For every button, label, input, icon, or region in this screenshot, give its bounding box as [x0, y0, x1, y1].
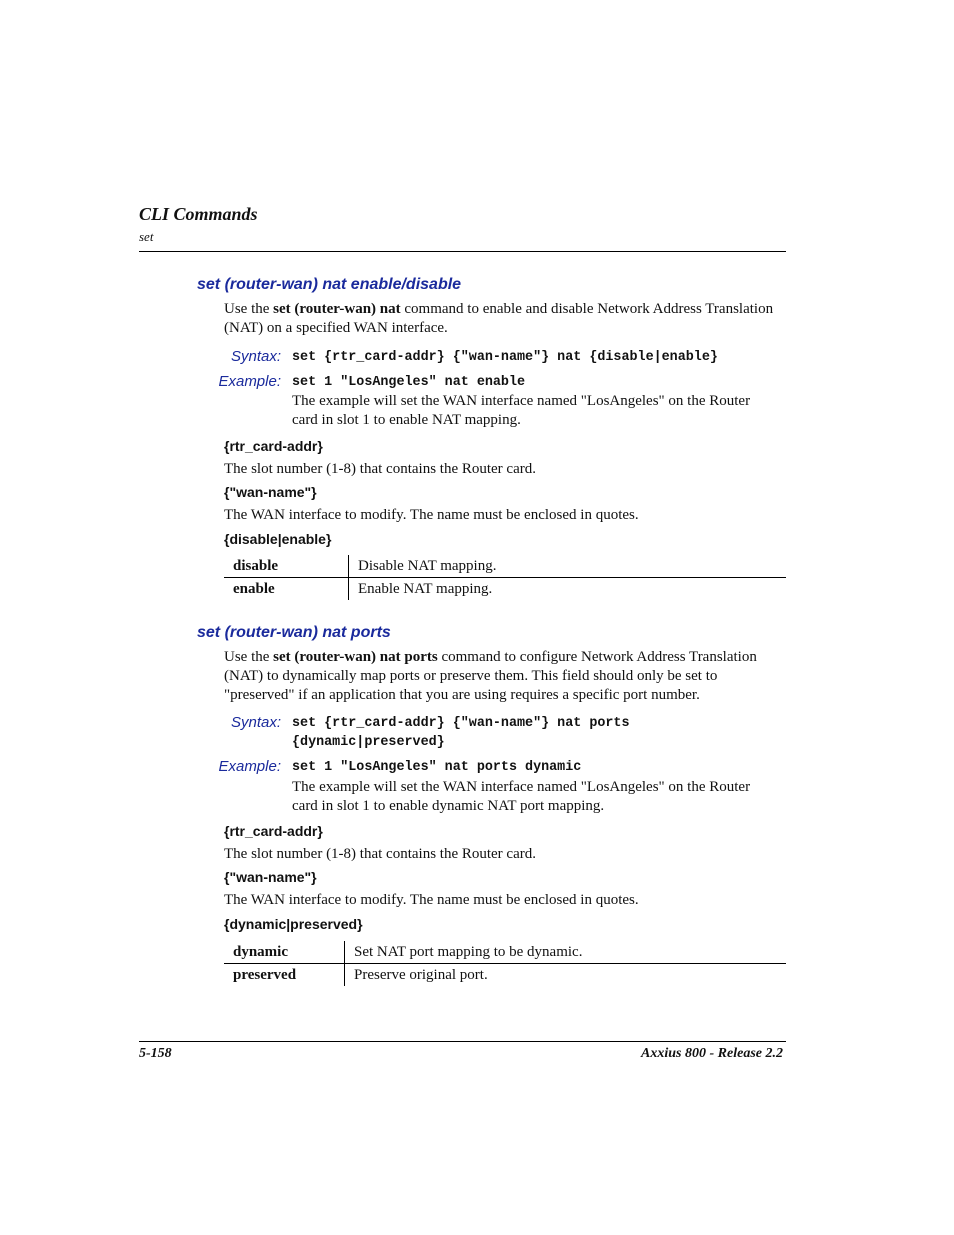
section-heading: set (router-wan) nat enable/disable: [197, 276, 462, 293]
option-value: Preserve original port.: [354, 966, 488, 983]
intro-line: (NAT) to dynamically map ports or preserve them. This field should only be set to: [224, 668, 718, 684]
command-name: set (router-wan) nat ports: [273, 649, 438, 665]
param-description: The slot number (1-8) that contains the Router card.: [224, 461, 536, 477]
command-name: set (router-wan) nat: [273, 301, 401, 317]
param-description: The WAN interface to modify. The name must be enclosed in quotes.: [224, 892, 639, 908]
intro-prefix: Use the: [224, 649, 274, 665]
example-code: set 1 "LosAngeles" nat ports dynamic: [292, 760, 582, 775]
example-desc-line: The example will set the WAN interface named "LosAngeles" on the Router: [292, 393, 751, 409]
page-number: 5-158: [139, 1046, 172, 1061]
table-row: [224, 555, 786, 578]
table-row: [224, 941, 786, 964]
param-description: The slot number (1-8) that contains the Router card.: [224, 846, 536, 862]
section-intro: [224, 300, 789, 338]
param-name: {"wan-name"}: [224, 869, 317, 885]
param-name: {dynamic|preserved}: [224, 916, 363, 932]
table-row: [224, 578, 786, 601]
syntax-code: set {rtr_card-addr} {"wan-name"} nat {disable|enable}: [292, 350, 718, 365]
section-intro: [224, 648, 789, 705]
syntax-code: set {rtr_card-addr} {"wan-name"} nat ports: [292, 716, 630, 731]
intro-line: (NAT) on a specified WAN interface.: [224, 320, 448, 336]
options-table: [224, 941, 786, 986]
option-value: Set NAT port mapping to be dynamic.: [345, 941, 787, 964]
intro-prefix: Use the: [224, 301, 274, 317]
param-name: {disable|enable}: [224, 531, 332, 547]
product-release: Axxius 800 - Release 2.2: [641, 1046, 783, 1061]
syntax-label: Syntax:: [230, 714, 281, 731]
example-desc-line: The example will set the WAN interface named "LosAngeles" on the Router: [292, 779, 751, 795]
example-label: Example:: [218, 373, 281, 390]
option-key: disable: [224, 555, 349, 578]
example-desc-line: card in slot 1 to enable NAT mapping.: [292, 412, 521, 428]
param-name: {rtr_card-addr}: [224, 823, 323, 839]
footer-rule: [139, 1041, 786, 1042]
intro-rest: command to configure Network Address Translation: [437, 649, 757, 665]
param-name: {"wan-name"}: [224, 484, 317, 500]
page-title: CLI Commands: [139, 204, 258, 224]
options-table: [224, 555, 786, 600]
example-label: Example:: [218, 758, 281, 775]
header-rule: [139, 251, 786, 252]
page-subtitle: set: [139, 229, 154, 244]
option-value: Enable NAT mapping.: [358, 580, 493, 597]
table-row: [224, 964, 786, 987]
option-key: preserved: [224, 964, 345, 987]
syntax-code: {dynamic|preserved}: [292, 735, 445, 750]
option-value: Disable NAT mapping.: [349, 555, 787, 578]
intro-rest: command to enable and disable Network Address Translation: [400, 301, 774, 317]
example-code: set 1 "LosAngeles" nat enable: [292, 375, 526, 390]
example-description: [292, 392, 787, 430]
intro-line: "preserved" if an application that you are using requires a specific port number.: [224, 687, 700, 703]
example-desc-line: card in slot 1 to enable dynamic NAT port mapping.: [292, 798, 605, 814]
section-heading: set (router-wan) nat ports: [197, 624, 391, 641]
option-key: enable: [224, 578, 349, 601]
param-name: {rtr_card-addr}: [224, 438, 323, 454]
option-key: dynamic: [224, 941, 345, 964]
param-description: The WAN interface to modify. The name must be enclosed in quotes.: [224, 507, 639, 523]
syntax-label: Syntax:: [230, 348, 281, 365]
example-description: [292, 778, 787, 816]
